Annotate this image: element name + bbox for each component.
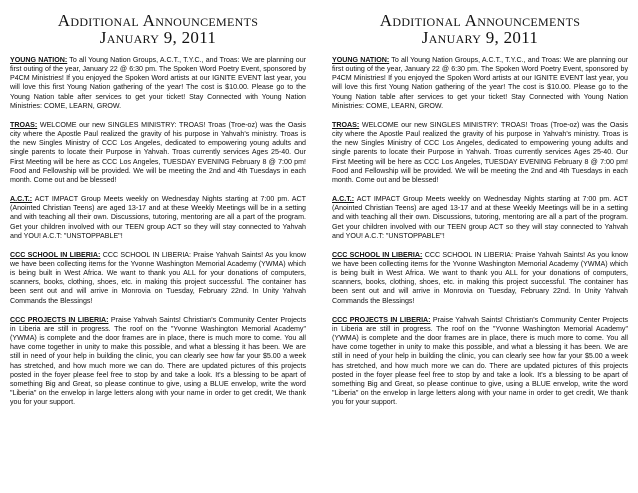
section-heading: A.C.T.: [10,195,33,204]
page-title: Additional Announcements [379,11,581,30]
section-heading: YOUNG NATION: [10,56,68,64]
section-heading: CCC PROJECTS IN LIBERIA: [332,315,431,324]
section-young-nation [10,56,306,111]
section-act [332,195,628,241]
section-body: ACT IMPACT Group Meets weekly on Wednesday Nights starting at 7:00 pm. ACT (Anointed Christian Teens) are aged 13-17 and at these Weekly Meetings will be in a setting and with teaching all their own. Discussions, tutoring, mentoring are all a part of the program. Get your children involved with our TEEN group ACT so they will stay connected to Yahvah and YOU! A.C.T: "UNSTOPPABLE"! [10,195,306,240]
section-ccc-projects-liberia [332,316,628,408]
section-body: Praise Yahvah Saints! Christian's Community Center Projects in Liberia are still in progress. The roof on the "Yvonne Washington Memorial Academy" (YWMA) is complete and the door frames are in place, there is much more to come. You all have come together in unity to make this possible, and what a blessing it has been. We are still in need of your help in building the clinic, you can clearly see how far your $5.00 a week has stretched, and how much more we can do. There are updated pictures of this projects posted in the foyer please feel free to stop by and take a look. It's a blessing to be apart of something Big and Great, so please continue to give, using a BLUE envelop, write the word "Liberia" on the envelop in large letters along with your name in order to get credit, We thank you for your support. [332,315,628,407]
announcement-column-left [10,12,306,493]
section-heading: TROAS: [332,120,360,129]
section-heading: CCC SCHOOL IN LIBERIA: [10,250,101,259]
section-body: WELCOME our new SINGLES MINISTRY: TROAS! Troas (Troe-oz) was the Oasis city where the Apostle Paul realized the gravity of his purpose in Yahvah's ministry. Troas is the new Singles Ministry of CCC Los Angeles, dedicated to empowering young adults and single parents to locate their Purpose in Yahvah. Troas currently services Ages 25-40. Our First Meeting will be here as CCC Los Angeles, TUESDAY EVENING February 8 @ 7:00 pm! Food and Fellowship will be provided. We will be meeting the 2nd and 4th Tuesdays in each month. Come out and be blessed! [10,120,306,184]
section-ccc-school-liberia [10,251,306,306]
section-act [10,195,306,241]
section-heading: TROAS: [10,120,38,129]
announcement-column-right [332,12,628,493]
section-heading: CCC SCHOOL IN LIBERIA: [332,250,423,259]
section-young-nation [332,56,628,111]
page-date: January 9, 2011 [99,28,217,47]
section-body: To all Young Nation Groups, A.C.T., T.Y.C., and Troas: We are planning our first outing of the year, January 22 @ 6:30 pm. The Spoken Word Poetry Event, sponsored by P4CM Ministries! If you enjoyed the Spoken Word artists at our IGNITE EVENT last year, you will love this first Young Nation gathering of the year! The cost is $10.00. Please go to the Young Nation table after services to get your ticket! Stay Connected with Young Nation Ministries: COME, LEARN, GROW. [10,56,307,110]
section-troas [332,121,628,185]
page-title: Additional Announcements [57,11,259,30]
section-body: CCC SCHOOL IN LIBERIA: Praise Yahvah Saints! As you know we have been collecting items for the Yvonne Washington Memorial Academy (YWMA) which is being built in West Africa. We want to thank you ALL for your donations of computers, scanners, books, clothing, shoes, etc. in making this project successful. The container has been sent out and will arrive in Monrovia on Tuesday, February 22nd. In Unity Yahvah Commands the Blessings! [10,250,306,305]
section-body: ACT IMPACT Group Meets weekly on Wednesday Nights starting at 7:00 pm. ACT (Anointed Christian Teens) are aged 13-17 and at these Weekly Meetings will be in a setting and with teaching all their own. Discussions, tutoring, mentoring are all a part of the program. Get your children involved with our TEEN group ACT so they will stay connected to Yahvah and YOU! A.C.T: "UNSTOPPABLE"! [332,195,628,240]
section-body: Praise Yahvah Saints! Christian's Community Center Projects in Liberia are still in progress. The roof on the "Yvonne Washington Memorial Academy" (YWMA) is complete and the door frames are in place, there is much more to come. You all have come together in unity to make this possible, and what a blessing it has been. We are still in need of your help in building the clinic, you can clearly see how far your $5.00 a week has stretched, and how much more we can do. There are updated pictures of this projects posted in the foyer please feel free to stop by and take a look. It's a blessing to be apart of something Big and Great, so please continue to give, using a BLUE envelop, write the word "Liberia" on the envelop in large letters along with your name in order to get credit, We thank you for your support. [10,315,306,407]
section-body: WELCOME our new SINGLES MINISTRY: TROAS! Troas (Troe-oz) was the Oasis city where the Apostle Paul realized the gravity of his purpose in Yahvah's ministry. Troas is the new Singles Ministry of CCC Los Angeles, dedicated to empowering young adults and single parents to locate their Purpose in Yahvah. Troas currently services Ages 25-40. Our First Meeting will be here as CCC Los Angeles, TUESDAY EVENING February 8 @ 7:00 pm! Food and Fellowship will be provided. We will be meeting the 2nd and 4th Tuesdays in each month. Come out and be blessed! [332,120,628,184]
section-ccc-school-liberia [332,251,628,306]
section-troas [10,121,306,185]
section-heading: CCC PROJECTS IN LIBERIA: [10,315,109,324]
section-ccc-projects-liberia [10,316,306,408]
section-body: CCC SCHOOL IN LIBERIA: Praise Yahvah Saints! As you know we have been collecting items for the Yvonne Washington Memorial Academy (YWMA) which is being built in West Africa. We want to thank you ALL for your donations of computers, scanners, books, clothing, shoes, etc. in making this project successful. The container has been sent out and will arrive in Monrovia on Tuesday, February 22nd. In Unity Yahvah Commands the Blessings! [332,250,628,305]
section-body: To all Young Nation Groups, A.C.T., T.Y.C., and Troas: We are planning our first outing of the year, January 22 @ 6:30 pm. The Spoken Word Poetry Event, sponsored by P4CM Ministries! If you enjoyed the Spoken Word artists at our IGNITE EVENT last year, you will love this first Young Nation gathering of the year! The cost is $10.00. Please go to the Young Nation table after services to get your ticket! Stay Connected with Young Nation Ministries: COME, LEARN, GROW. [332,56,629,110]
section-heading: YOUNG NATION: [332,56,390,64]
section-heading: A.C.T.: [332,195,355,204]
page-date: January 9, 2011 [421,28,539,47]
